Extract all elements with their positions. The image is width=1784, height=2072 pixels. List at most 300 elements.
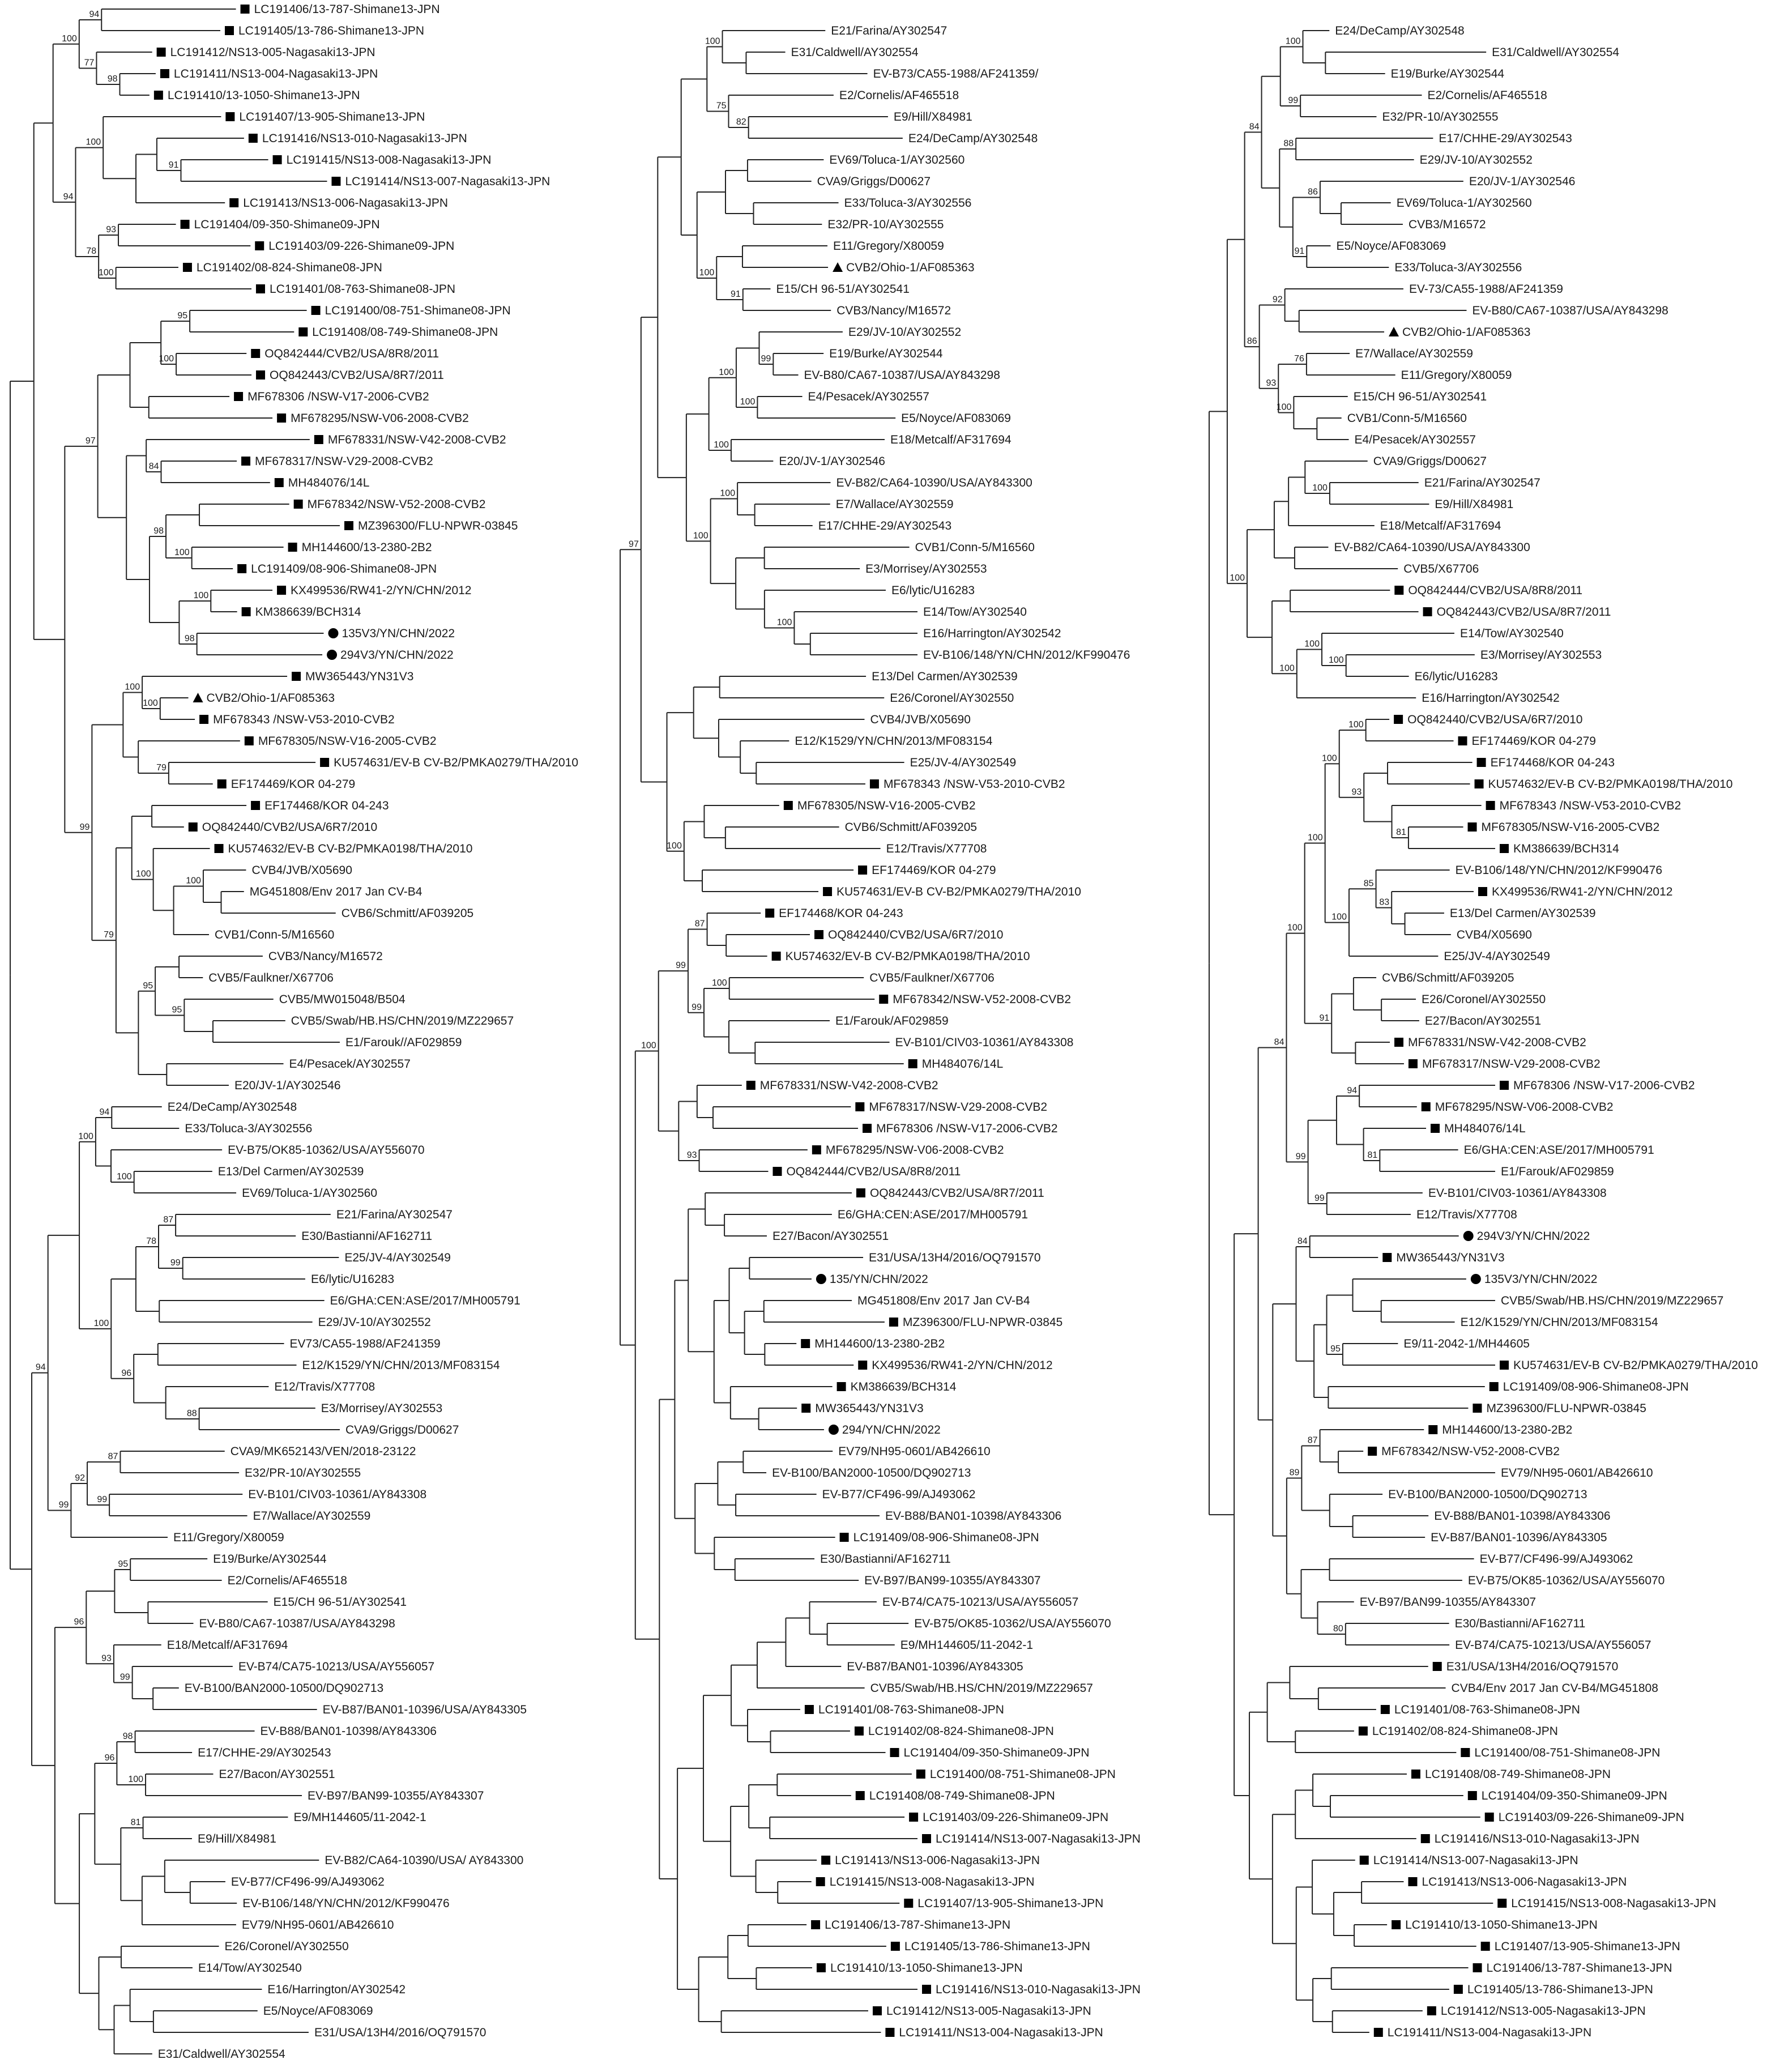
bootstrap-value: 100 — [719, 367, 734, 377]
square-marker-icon — [765, 909, 774, 918]
bootstrap-value: 100 — [1279, 663, 1295, 673]
taxon-label: E20/JV-1/AY302546 — [779, 455, 885, 468]
taxon-label: OQ842444/CVB2/USA/8R8/2011 — [1408, 584, 1583, 597]
bootstrap-value: 100 — [1348, 720, 1364, 730]
bootstrap-value: 100 — [86, 137, 101, 147]
taxon-label: E29/JV-10/AY302552 — [848, 326, 962, 339]
taxon-label: EV-B88/BAN01-10398/AY843306 — [260, 1725, 437, 1738]
taxon-label: E26/Coronel/AY302550 — [224, 1940, 349, 1953]
taxon-label: LC191410/13-1050-Shimane13-JPN — [167, 89, 360, 102]
taxon-label: EF174468/KOR 04-243 — [264, 799, 389, 812]
tree-b — [620, 24, 1141, 2039]
bootstrap-value: 98 — [153, 526, 164, 536]
square-marker-icon — [840, 1533, 849, 1542]
taxon-label: LC191409/08-906-Shimane08-JPN — [853, 1531, 1039, 1544]
square-marker-icon — [772, 952, 781, 961]
bootstrap-value: 100 — [1285, 36, 1301, 46]
taxon-label: E9/Hill/X84981 — [893, 110, 972, 123]
taxon-label: EV-B80/CA67-10387/USA/AY843298 — [804, 369, 1000, 382]
square-marker-icon — [1489, 1382, 1499, 1391]
triangle-marker-icon — [1389, 327, 1399, 336]
square-marker-icon — [1394, 715, 1403, 724]
taxon-label: EV-B75/OK85-10362/USA/AY556070 — [228, 1144, 425, 1157]
square-marker-icon — [215, 844, 224, 853]
taxon-label: E31/USA/13H4/2016/OQ791570 — [869, 1251, 1041, 1264]
square-marker-icon — [1374, 2028, 1383, 2037]
bootstrap-value: 100 — [712, 978, 727, 988]
taxon-label: MF678317/NSW-V29-2008-CVB2 — [255, 455, 433, 468]
taxon-label: CVB3/Nancy/M16572 — [836, 304, 951, 317]
taxon-label: E15/CH 96-51/AY302541 — [1353, 390, 1487, 403]
taxon-label: CVB1/Conn-5/M16560 — [915, 541, 1035, 554]
bootstrap-value: 100 — [740, 397, 756, 407]
taxon-label: E30/Bastianni/AF162711 — [1454, 1617, 1586, 1630]
bootstrap-value: 91 — [1294, 246, 1305, 256]
square-marker-icon — [814, 930, 823, 939]
taxon-label: CVB5/Faulkner/X67706 — [208, 971, 334, 984]
bootstrap-value: 93 — [1351, 787, 1362, 797]
taxon-label: E24/DeCamp/AY302548 — [908, 132, 1038, 145]
square-marker-icon — [916, 1770, 925, 1779]
circle-marker-icon — [1463, 1231, 1474, 1241]
square-marker-icon — [331, 177, 340, 186]
taxon-label: EV-B74/CA75-10213/USA/AY556057 — [1455, 1639, 1651, 1652]
taxon-label: MF678331/NSW-V42-2008-CVB2 — [327, 433, 506, 446]
square-marker-icon — [1458, 736, 1467, 745]
bootstrap-value: 99 — [1314, 1193, 1325, 1203]
taxon-label: LC191412/NS13-005-Nagasaki13-JPN — [886, 2005, 1091, 2018]
taxon-label: CVB5/Swab/HB.HS/CHN/2019/MZ229657 — [291, 1014, 514, 1028]
bootstrap-value: 100 — [1328, 655, 1344, 665]
taxon-label: LC191406/13-787-Shimane13-JPN — [1486, 1962, 1672, 1975]
bootstrap-value: 86 — [1247, 336, 1257, 347]
square-marker-icon — [1422, 1102, 1431, 1111]
taxon-label: E9/MH144605/11-2042-1 — [293, 1811, 426, 1824]
taxon-label: E31/USA/13H4/2016/OQ791570 — [314, 2026, 486, 2039]
square-marker-icon — [1392, 1920, 1401, 1929]
taxon-label: EV79/NH95-0601/AB426610 — [1501, 1466, 1653, 1480]
taxon-label: MF678342/NSW-V52-2008-CVB2 — [307, 498, 486, 511]
taxon-label: EV-B74/CA75-10213/USA/AY556057 — [882, 1596, 1079, 1609]
taxon-label: E12/K1529/YN/CHN/2013/MF083154 — [302, 1359, 500, 1372]
taxon-label: LC191409/08-906-Shimane08-JPN — [251, 562, 437, 575]
taxon-label: KU574632/EV-B CV-B2/PMKA0198/THA/2010 — [785, 950, 1030, 963]
square-marker-icon — [189, 822, 198, 832]
taxon-label: KU574632/EV-B CV-B2/PMKA0198/THA/2010 — [1488, 778, 1733, 791]
bootstrap-value: 100 — [693, 531, 709, 541]
taxon-label: EV69/Toluca-1/AY302560 — [829, 154, 965, 167]
taxon-label: LC191410/13-1050-Shimane13-JPN — [1405, 1918, 1598, 1932]
square-marker-icon — [821, 1856, 830, 1865]
taxon-label: E21/Farina/AY302547 — [336, 1208, 453, 1221]
bootstrap-value: 99 — [119, 1672, 130, 1682]
taxon-label: E18/Metcalf/AF317694 — [890, 433, 1011, 446]
taxon-label: EV-B77/CF496-99/AJ493062 — [1479, 1553, 1633, 1566]
taxon-label: MF678317/NSW-V29-2008-CVB2 — [1422, 1058, 1601, 1071]
bootstrap-value: 94 — [99, 1107, 110, 1117]
bootstrap-value: 78 — [86, 246, 97, 256]
taxon-label: OQ842444/CVB2/USA/8R8/2011 — [264, 347, 439, 360]
taxon-label: EV-73/CA55-1988/AF241359 — [1409, 283, 1563, 296]
bootstrap-value: 92 — [1272, 295, 1283, 305]
taxon-label: EV-B82/CA64-10390/USA/AY843300 — [836, 476, 1032, 489]
square-marker-icon — [1433, 1662, 1442, 1671]
taxon-label: OQ842440/CVB2/USA/6R7/2010 — [202, 821, 378, 834]
taxon-label: LC191405/13-786-Shimane13-JPN — [904, 1940, 1090, 1953]
bootstrap-value: 77 — [84, 58, 95, 68]
bootstrap-value: 100 — [1287, 923, 1303, 933]
taxon-label: LC191411/NS13-004-Nagasaki13-JPN — [899, 2026, 1103, 2039]
taxon-label: MW365443/YN31V3 — [1396, 1251, 1505, 1264]
square-marker-icon — [746, 1081, 756, 1090]
taxon-label: E26/Coronel/AY302550 — [890, 692, 1014, 705]
taxon-label: EV-B100/BAN2000-10500/DQ902713 — [772, 1466, 971, 1480]
square-marker-icon — [245, 736, 254, 745]
bootstrap-value: 99 — [79, 822, 90, 832]
bootstrap-value: 91 — [1319, 1013, 1330, 1023]
square-marker-icon — [870, 779, 879, 788]
square-marker-icon — [311, 306, 321, 315]
square-marker-icon — [1409, 1059, 1418, 1068]
taxon-label: E5/Noyce/AF083069 — [263, 2005, 373, 2018]
taxon-label: OQ842444/CVB2/USA/8R8/2011 — [786, 1165, 961, 1178]
bootstrap-value: 97 — [629, 539, 639, 549]
square-marker-icon — [1477, 758, 1486, 767]
bootstrap-value: 87 — [1307, 1435, 1318, 1446]
bootstrap-value: 82 — [736, 117, 746, 127]
taxon-label: KM386639/BCH314 — [850, 1380, 957, 1393]
taxon-label: CVB2/Ohio-1/AF085363 — [206, 692, 335, 705]
square-marker-icon — [805, 1705, 814, 1714]
taxon-label: MF678342/NSW-V52-2008-CVB2 — [1381, 1445, 1560, 1458]
bootstrap-value: 100 — [776, 617, 792, 628]
taxon-label: EF174469/KOR 04-279 — [872, 864, 996, 877]
square-marker-icon — [889, 1318, 898, 1327]
tree-a — [10, 3, 578, 2061]
taxon-label: LC191416/NS13-010-Nagasaki13-JPN — [1434, 1832, 1640, 1845]
square-marker-icon — [922, 1985, 931, 1994]
taxon-label: E5/Noyce/AF083069 — [901, 412, 1011, 425]
taxon-label: MZ396300/FLU-NPWR-03845 — [1486, 1402, 1646, 1415]
taxon-label: E17/CHHE-29/AY302543 — [1439, 132, 1572, 145]
bootstrap-value: 100 — [98, 268, 114, 278]
bootstrap-value: 100 — [1304, 639, 1320, 649]
taxon-label: E21/Farina/AY302547 — [831, 24, 948, 37]
taxon-label: CVB4/JVB/X05690 — [870, 713, 971, 726]
taxon-label: E9/11-2042-1/MH44605 — [1403, 1337, 1530, 1350]
bootstrap-value: 100 — [641, 1041, 656, 1051]
square-marker-icon — [256, 370, 265, 380]
taxon-label: EV-B75/OK85-10362/USA/AY556070 — [914, 1617, 1111, 1630]
taxon-label: E4/Pesacek/AY302557 — [1354, 433, 1476, 446]
taxon-label: MF678295/NSW-V06-2008-CVB2 — [825, 1144, 1004, 1157]
bootstrap-value: 92 — [75, 1473, 86, 1483]
square-marker-icon — [1500, 1361, 1509, 1370]
square-marker-icon — [251, 349, 260, 358]
taxon-label: OQ842440/CVB2/USA/6R7/2010 — [828, 928, 1004, 941]
square-marker-icon — [1468, 1791, 1477, 1800]
bootstrap-value: 100 — [714, 440, 729, 450]
taxon-label: KU574631/EV-B CV-B2/PMKA0279/THA/2010 — [334, 756, 579, 769]
taxon-label: LC191405/13-786-Shimane13-JPN — [1467, 1983, 1653, 1996]
bootstrap-value: 99 — [1295, 1152, 1306, 1162]
square-marker-icon — [1500, 844, 1509, 853]
taxon-label: MH484076/14L — [288, 476, 370, 489]
taxon-label: EF174468/KOR 04-243 — [779, 907, 903, 920]
taxon-label: MF678295/NSW-V06-2008-CVB2 — [1435, 1101, 1614, 1114]
taxon-label: KU574631/EV-B CV-B2/PMKA0279/THA/2010 — [1513, 1359, 1758, 1372]
taxon-label: E12/Travis/X77708 — [886, 842, 987, 855]
taxon-label: LC191404/09-350-Shimane09-JPN — [194, 218, 380, 231]
bootstrap-value: 94 — [1347, 1086, 1358, 1095]
taxon-label: CVB1/Conn-5/M16560 — [1347, 412, 1467, 425]
bootstrap-value: 98 — [107, 74, 118, 84]
taxon-label: KX499536/RW41-2/YN/CHN/2012 — [1491, 885, 1673, 898]
taxon-label: EV-B101/CIV03-10361/AY843308 — [248, 1488, 427, 1501]
square-marker-icon — [784, 801, 793, 810]
bootstrap-value: 99 — [97, 1495, 108, 1504]
taxon-label: LC191412/NS13-005-Nagasaki13-JPN — [170, 46, 375, 59]
taxon-label: E18/Metcalf/AF317694 — [167, 1639, 288, 1652]
square-marker-icon — [863, 1124, 872, 1133]
square-marker-icon — [922, 1834, 931, 1843]
taxon-label: EV69/Toluca-1/AY302560 — [242, 1187, 378, 1200]
taxon-label: LC191402/08-824-Shimane08-JPN — [196, 261, 382, 274]
bootstrap-value: 89 — [1289, 1468, 1300, 1478]
taxon-label: EV-B106/148/YN/CHN/2012/KF990476 — [1455, 864, 1663, 877]
square-marker-icon — [234, 392, 243, 401]
bootstrap-value: 84 — [148, 462, 159, 471]
taxon-label: EV-B97/BAN99-10355/AY843307 — [308, 1789, 484, 1802]
taxon-label: E15/CH 96-51/AY302541 — [776, 283, 910, 296]
taxon-label: E32/PR-10/AY302555 — [245, 1466, 361, 1480]
taxon-label: EV-B97/BAN99-10355/AY843307 — [1359, 1596, 1537, 1609]
taxon-label: MF678306 /NSW-V17-2006-CVB2 — [247, 390, 429, 403]
bootstrap-value: 98 — [184, 634, 195, 643]
bootstrap-value: 100 — [143, 698, 158, 708]
bootstrap-value: 87 — [694, 919, 705, 929]
taxon-label: E27/Bacon/AY302551 — [773, 1230, 889, 1243]
bootstrap-value: 100 — [1322, 753, 1337, 764]
bootstrap-value: 98 — [122, 1732, 133, 1741]
taxon-label: EV-B97/BAN99-10355/AY843307 — [864, 1574, 1041, 1587]
taxon-label: KM386639/BCH314 — [1513, 842, 1619, 855]
taxon-label: CVB3/Nancy/M16572 — [268, 950, 383, 963]
bootstrap-value: 97 — [85, 436, 96, 446]
square-marker-icon — [858, 866, 867, 875]
square-marker-icon — [277, 586, 286, 595]
square-marker-icon — [1394, 1038, 1403, 1047]
taxon-label: LC191414/NS13-007-Nagasaki13-JPN — [936, 1832, 1141, 1845]
taxon-label: MZ396300/FLU-NPWR-03845 — [358, 519, 518, 532]
taxon-label: MG451808/Env 2017 Jan CV-B4 — [857, 1294, 1030, 1307]
bootstrap-value: 94 — [63, 191, 74, 202]
square-marker-icon — [855, 1726, 864, 1736]
taxon-label: LC191403/09-226-Shimane09-JPN — [923, 1811, 1109, 1824]
taxon-label: MF678305/NSW-V16-2005-CVB2 — [797, 799, 976, 812]
taxon-label: MH484076/14L — [921, 1058, 1004, 1071]
tree-c — [1209, 24, 1758, 2039]
taxon-label: E16/Harrington/AY302542 — [923, 627, 1061, 640]
taxon-label: E6/lytic/U16283 — [891, 584, 975, 597]
square-marker-icon — [275, 478, 284, 487]
square-marker-icon — [856, 1188, 865, 1197]
bootstrap-value: 79 — [156, 763, 167, 773]
taxon-label: LC191406/13-787-Shimane13-JPN — [825, 1918, 1011, 1932]
bootstrap-value: 96 — [104, 1753, 115, 1763]
taxon-label: EV-B87/BAN01-10396/AY843305 — [1431, 1531, 1607, 1544]
square-marker-icon — [249, 134, 258, 143]
taxon-label: OQ842443/CVB2/USA/8R7/2011 — [1436, 606, 1611, 619]
square-marker-icon — [1427, 2006, 1436, 2015]
taxon-label: E15/CH 96-51/AY302541 — [273, 1596, 407, 1609]
bootstrap-value: 84 — [1297, 1237, 1308, 1246]
taxon-label: LC191400/08-751-Shimane08-JPN — [929, 1768, 1116, 1781]
bootstrap-value: 100 — [705, 36, 720, 46]
taxon-label: LC191416/NS13-010-Nagasaki13-JPN — [262, 132, 467, 145]
taxon-label: EV-B77/CF496-99/AJ493062 — [231, 1875, 385, 1888]
square-marker-icon — [855, 1102, 864, 1111]
taxon-label: E29/JV-10/AY302552 — [1419, 154, 1533, 167]
taxon-label: E26/Coronel/AY302550 — [1422, 993, 1546, 1006]
bootstrap-value: 96 — [121, 1368, 132, 1378]
square-marker-icon — [856, 1791, 865, 1800]
taxon-label: E4/Pesacek/AY302557 — [289, 1058, 411, 1071]
square-marker-icon — [277, 413, 286, 423]
square-marker-icon — [1423, 607, 1432, 616]
circle-marker-icon — [829, 1425, 839, 1435]
taxon-label: MF678343 /NSW-V53-2010-CVB2 — [883, 778, 1065, 791]
taxon-label: LC191413/NS13-006-Nagasaki13-JPN — [835, 1854, 1040, 1867]
bootstrap-value: 84 — [1274, 1037, 1284, 1047]
square-marker-icon — [160, 69, 169, 78]
taxon-label: MF678305/NSW-V16-2005-CVB2 — [258, 735, 437, 748]
square-marker-icon — [1497, 1899, 1506, 1908]
taxon-label: MF678343 /NSW-V53-2010-CVB2 — [213, 713, 395, 726]
taxon-label: MF678306 /NSW-V17-2006-CVB2 — [1513, 1079, 1695, 1092]
square-marker-icon — [1411, 1770, 1420, 1779]
bootstrap-value: 99 — [170, 1258, 181, 1268]
taxon-label: CVB4/JVB/X05690 — [251, 864, 352, 877]
taxon-label: LC191409/08-906-Shimane08-JPN — [1503, 1380, 1689, 1393]
bootstrap-value: 100 — [1307, 833, 1323, 843]
taxon-label: E30/Bastianni/AF162711 — [820, 1553, 951, 1566]
taxon-label: KX499536/RW41-2/YN/CHN/2012 — [291, 584, 472, 597]
taxon-label: E25/JV-4/AY302549 — [1444, 950, 1550, 963]
bootstrap-value: 99 — [1288, 96, 1299, 105]
square-marker-icon — [256, 284, 265, 293]
square-marker-icon — [1478, 887, 1487, 896]
taxon-label: E32/PR-10/AY302555 — [827, 218, 944, 231]
bootstrap-value: 99 — [761, 354, 771, 364]
taxon-label: CVB5/Faulkner/X67706 — [869, 971, 995, 984]
taxon-label: E1/Farouk/AF029859 — [1501, 1165, 1614, 1178]
bootstrap-value: 75 — [716, 101, 727, 111]
taxon-label: EV-B82/CA64-10390/USA/ AY843300 — [325, 1854, 524, 1867]
square-marker-icon — [1368, 1447, 1377, 1456]
bootstrap-value: 91 — [730, 289, 741, 299]
bootstrap-value: 94 — [35, 1362, 46, 1372]
taxon-label: EV79/NH95-0601/AB426610 — [241, 1918, 394, 1932]
taxon-label: E16/Harrington/AY302542 — [267, 1983, 406, 1996]
bootstrap-value: 81 — [1367, 1150, 1378, 1160]
triangle-marker-icon — [833, 262, 843, 272]
square-marker-icon — [157, 48, 166, 57]
bootstrap-value: 95 — [177, 311, 188, 321]
taxon-label: EV-B74/CA75-10213/USA/AY556057 — [238, 1660, 435, 1673]
square-marker-icon — [183, 263, 192, 272]
bootstrap-value: 99 — [692, 1002, 702, 1012]
taxon-label: LC191401/08-763-Shimane08-JPN — [818, 1703, 1004, 1716]
taxon-label: E6/lytic/U16283 — [310, 1273, 395, 1286]
taxon-label: MG451808/Env 2017 Jan CV-B4 — [249, 885, 422, 898]
taxon-label: EV-B101/CIV03-10361/AY843308 — [1428, 1187, 1607, 1200]
taxon-label: E33/Toluca-3/AY302556 — [1394, 261, 1522, 274]
taxon-label: CVB6/Schmitt/AF039205 — [341, 907, 474, 920]
triangle-marker-icon — [193, 693, 203, 702]
square-marker-icon — [1408, 1877, 1417, 1886]
taxon-label: E31/USA/13H4/2016/OQ791570 — [1446, 1660, 1619, 1673]
taxon-label: E31/Caldwell/AY302554 — [1492, 46, 1620, 59]
taxon-label: EV-B73/CA55-1988/AF241359/ — [873, 67, 1039, 80]
taxon-label: LC191412/NS13-005-Nagasaki13-JPN — [1440, 2005, 1646, 2018]
square-marker-icon — [812, 1145, 821, 1154]
square-marker-icon — [242, 607, 251, 616]
circle-marker-icon — [816, 1274, 826, 1284]
taxon-label: KU574631/EV-B CV-B2/PMKA0279/THA/2010 — [836, 885, 1081, 898]
bootstrap-value: 78 — [146, 1237, 157, 1246]
taxon-label: E9/Hill/X84981 — [1435, 498, 1514, 511]
taxon-label: E3/Morrisey/AY302553 — [321, 1402, 443, 1415]
taxon-label: EV73/CA55-1988/AF241359 — [289, 1337, 441, 1350]
taxon-label: E6/GHA:CEN:ASE/2017/MH005791 — [837, 1208, 1028, 1221]
square-marker-icon — [811, 1920, 820, 1929]
taxon-label: E6/GHA:CEN:ASE/2017/MH005791 — [1463, 1144, 1654, 1157]
taxon-label: EV-B100/BAN2000-10500/DQ902713 — [1388, 1488, 1587, 1501]
bootstrap-value: 93 — [101, 1653, 112, 1664]
taxon-label: E24/DeCamp/AY302548 — [1335, 24, 1465, 37]
square-marker-icon — [255, 241, 264, 250]
taxon-label: CVB2/Ohio-1/AF085363 — [1402, 326, 1531, 339]
taxon-label: E18/Metcalf/AF317694 — [1380, 519, 1501, 532]
taxon-label: LC191401/08-763-Shimane08-JPN — [269, 283, 456, 296]
taxon-label: EF174469/KOR 04-279 — [231, 778, 356, 791]
taxon-label: KX499536/RW41-2/YN/CHN/2012 — [872, 1359, 1053, 1372]
taxon-label: 135/YN/CHN/2022 — [829, 1273, 928, 1286]
square-marker-icon — [1382, 1253, 1392, 1262]
square-marker-icon — [314, 435, 323, 444]
square-marker-icon — [1421, 1834, 1430, 1843]
taxon-label: E30/Bastianni/AF162711 — [301, 1230, 433, 1243]
taxon-label: EF174469/KOR 04-279 — [1471, 735, 1596, 748]
bootstrap-value: 100 — [193, 591, 209, 600]
taxon-label: E4/Pesacek/AY302557 — [808, 390, 929, 403]
square-marker-icon — [909, 1813, 918, 1822]
bootstrap-value: 100 — [62, 33, 77, 44]
square-marker-icon — [1381, 1705, 1390, 1714]
taxon-label: E31/Caldwell/AY302554 — [791, 46, 919, 59]
bootstrap-value: 100 — [159, 354, 174, 364]
square-marker-icon — [908, 1059, 917, 1068]
bootstrap-value: 100 — [117, 1172, 132, 1182]
square-marker-icon — [1486, 801, 1495, 810]
bootstrap-value: 95 — [143, 980, 153, 991]
taxon-label: CVB5/Swab/HB.HS/CHN/2019/MZ229657 — [1501, 1294, 1724, 1307]
taxon-label: E19/Burke/AY302544 — [1390, 67, 1505, 80]
square-marker-icon — [1431, 1124, 1440, 1133]
taxon-label: KU574632/EV-B CV-B2/PMKA0198/THA/2010 — [228, 842, 473, 855]
square-marker-icon — [199, 715, 208, 724]
